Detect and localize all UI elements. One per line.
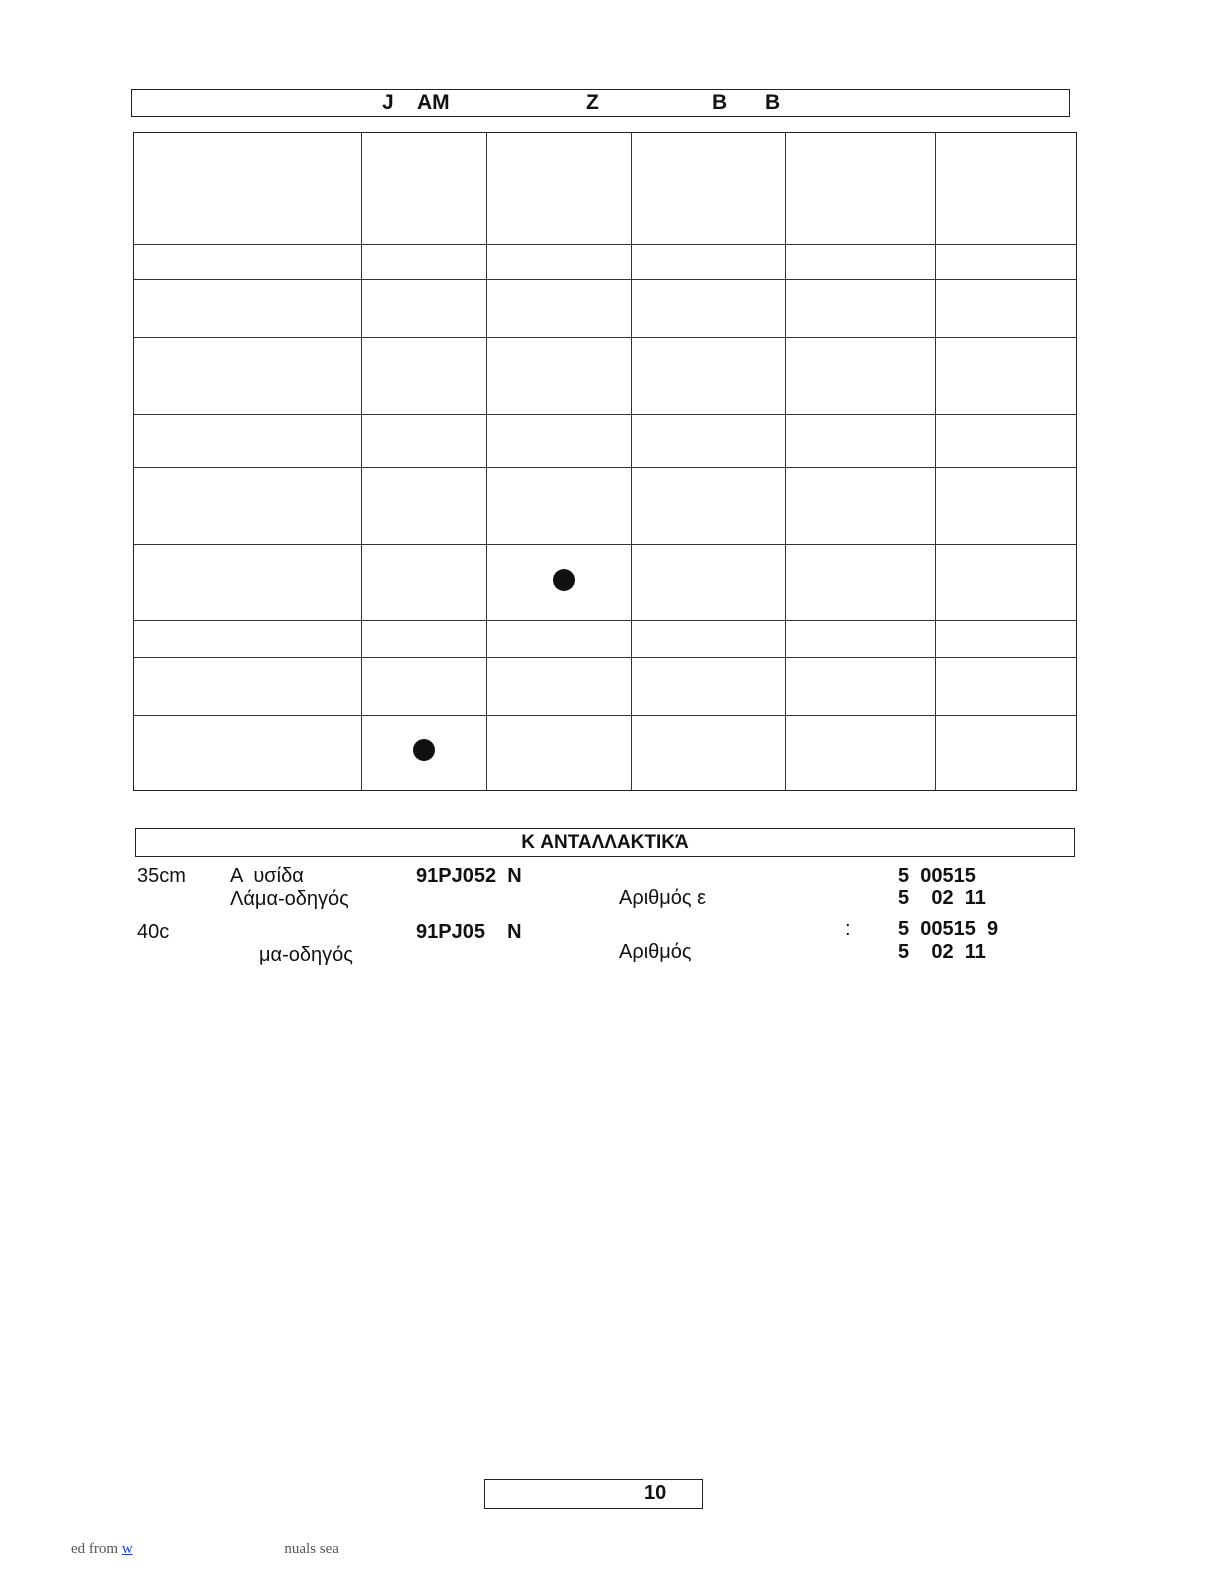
table-col-divider	[631, 133, 632, 790]
table-col-divider	[486, 133, 487, 790]
part-number: 5 00515	[898, 865, 976, 887]
part-description: Λάμα-οδηγός	[230, 888, 349, 910]
footer-suffix: nuals sea	[284, 1541, 339, 1557]
title-fragment: B	[765, 91, 781, 114]
table-col-divider	[785, 133, 786, 790]
part-number: 5 02 11	[898, 887, 986, 909]
title-fragment: J	[382, 91, 394, 114]
part-description: μα-οδηγός	[259, 944, 353, 966]
part-description: Α υσίδα	[230, 865, 304, 887]
spare-parts-title: K ΑΝΤΑΛΛΑΚΤΙΚΆ	[135, 828, 1075, 857]
section-title-box	[131, 89, 1070, 117]
part-size: 40c	[137, 921, 170, 943]
title-fragment: AM	[417, 91, 450, 114]
page-number-box	[484, 1479, 703, 1509]
title-fragment: B	[712, 91, 728, 114]
part-code: 91PJ052 N	[416, 865, 522, 887]
compatibility-table	[133, 132, 1077, 791]
footer-link[interactable]: w	[121, 1541, 133, 1557]
footer-note	[71, 1541, 339, 1558]
part-number: 5 00515 9	[898, 918, 999, 940]
footer-prefix: ed from	[71, 1541, 122, 1557]
part-number: 5 02 11	[898, 941, 986, 963]
part-number-label: Αριθμός ε	[619, 887, 707, 909]
compatibility-mark	[553, 569, 575, 591]
compatibility-mark	[413, 739, 435, 761]
part-colon: :	[845, 918, 851, 940]
table-col-divider	[361, 133, 362, 790]
part-code: 91PJ05 N	[416, 921, 522, 943]
title-fragment: Z	[586, 91, 599, 114]
part-number-label: Αριθμός	[619, 941, 692, 963]
table-col-divider	[935, 133, 936, 790]
page-number: 10	[644, 1482, 667, 1504]
part-size: 35cm	[137, 865, 186, 887]
